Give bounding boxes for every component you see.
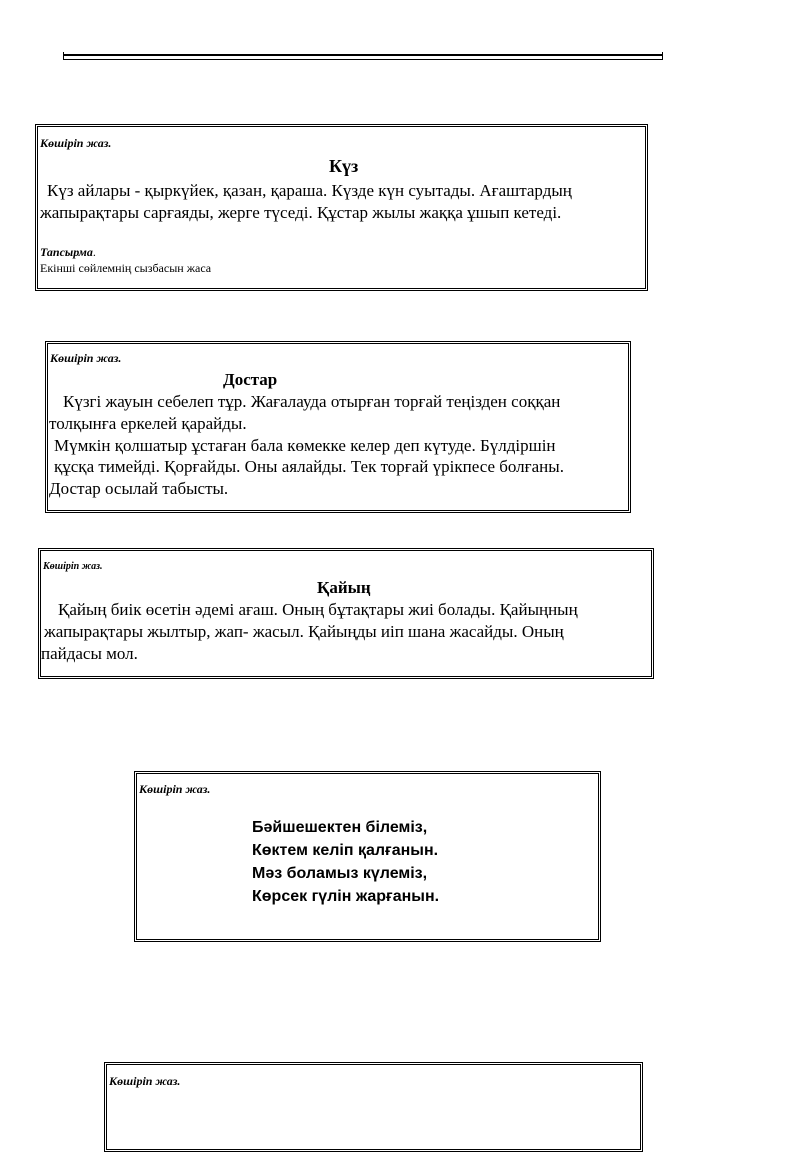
card-title: Күз — [329, 156, 359, 176]
poem-line: Бәйшешектен білеміз, — [252, 819, 428, 836]
text-line: Достар осылай табысты. — [49, 479, 229, 498]
card-dostar — [45, 341, 631, 513]
poem-line: Мәз боламыз күлеміз, — [252, 865, 428, 882]
task-text: Екінші сөйлемнің сызбасын жаса — [40, 261, 212, 275]
text-line: құсқа тимейді. Қорғайды. Оны аялайды. Тек торғай үрікпесе болғаны. — [54, 457, 564, 476]
copy-label: Көшіріп жаз. — [109, 1074, 181, 1088]
text-line: пайдасы мол. — [41, 644, 138, 663]
copy-label: Көшіріп жаз. — [50, 351, 122, 365]
text-line: Күзгі жауын себелеп тұр. Жағалауда отырған торғай теңізден соққан — [63, 392, 561, 411]
text-line: Күз айлары - қыркүйек, қазан, қараша. Күзде күн суытады. Ағаштардың — [47, 181, 572, 200]
poem-line: Көктем келіп қалғанын. — [252, 842, 439, 859]
card-kaiyn — [38, 548, 654, 679]
task-label: Тапсырма. — [40, 245, 96, 259]
card-title: Достар — [223, 370, 278, 389]
text-line: жапырақтары сарғаяды, жерге түседі. Құстар жылы жаққа ұшып кетеді. — [40, 203, 562, 222]
card-kuz — [35, 124, 648, 291]
top-divider — [63, 52, 663, 60]
card-poem — [134, 771, 601, 942]
text-line: жапырақтары жылтыр, жап- жасыл. Қайыңды иіп шана жасайды. Оның — [44, 622, 564, 641]
text-line: Мүмкін қолшатыр ұстаған бала көмекке келер деп күтуде. Бүлдіршін — [54, 436, 556, 455]
text-line: Қайың биік өсетін әдемі ағаш. Оның бұтақтары жиі болады. Қайыңның — [58, 600, 578, 619]
copy-label: Көшіріп жаз. — [43, 561, 103, 572]
card-title: Қайың — [317, 578, 371, 597]
card-partial — [104, 1062, 643, 1152]
text-line: толқынға еркелей қарайды. — [49, 414, 247, 433]
copy-label: Көшіріп жаз. — [40, 136, 112, 150]
poem-line: Көрсек гүлін жарғанын. — [252, 888, 440, 905]
copy-label: Көшіріп жаз. — [139, 782, 211, 796]
